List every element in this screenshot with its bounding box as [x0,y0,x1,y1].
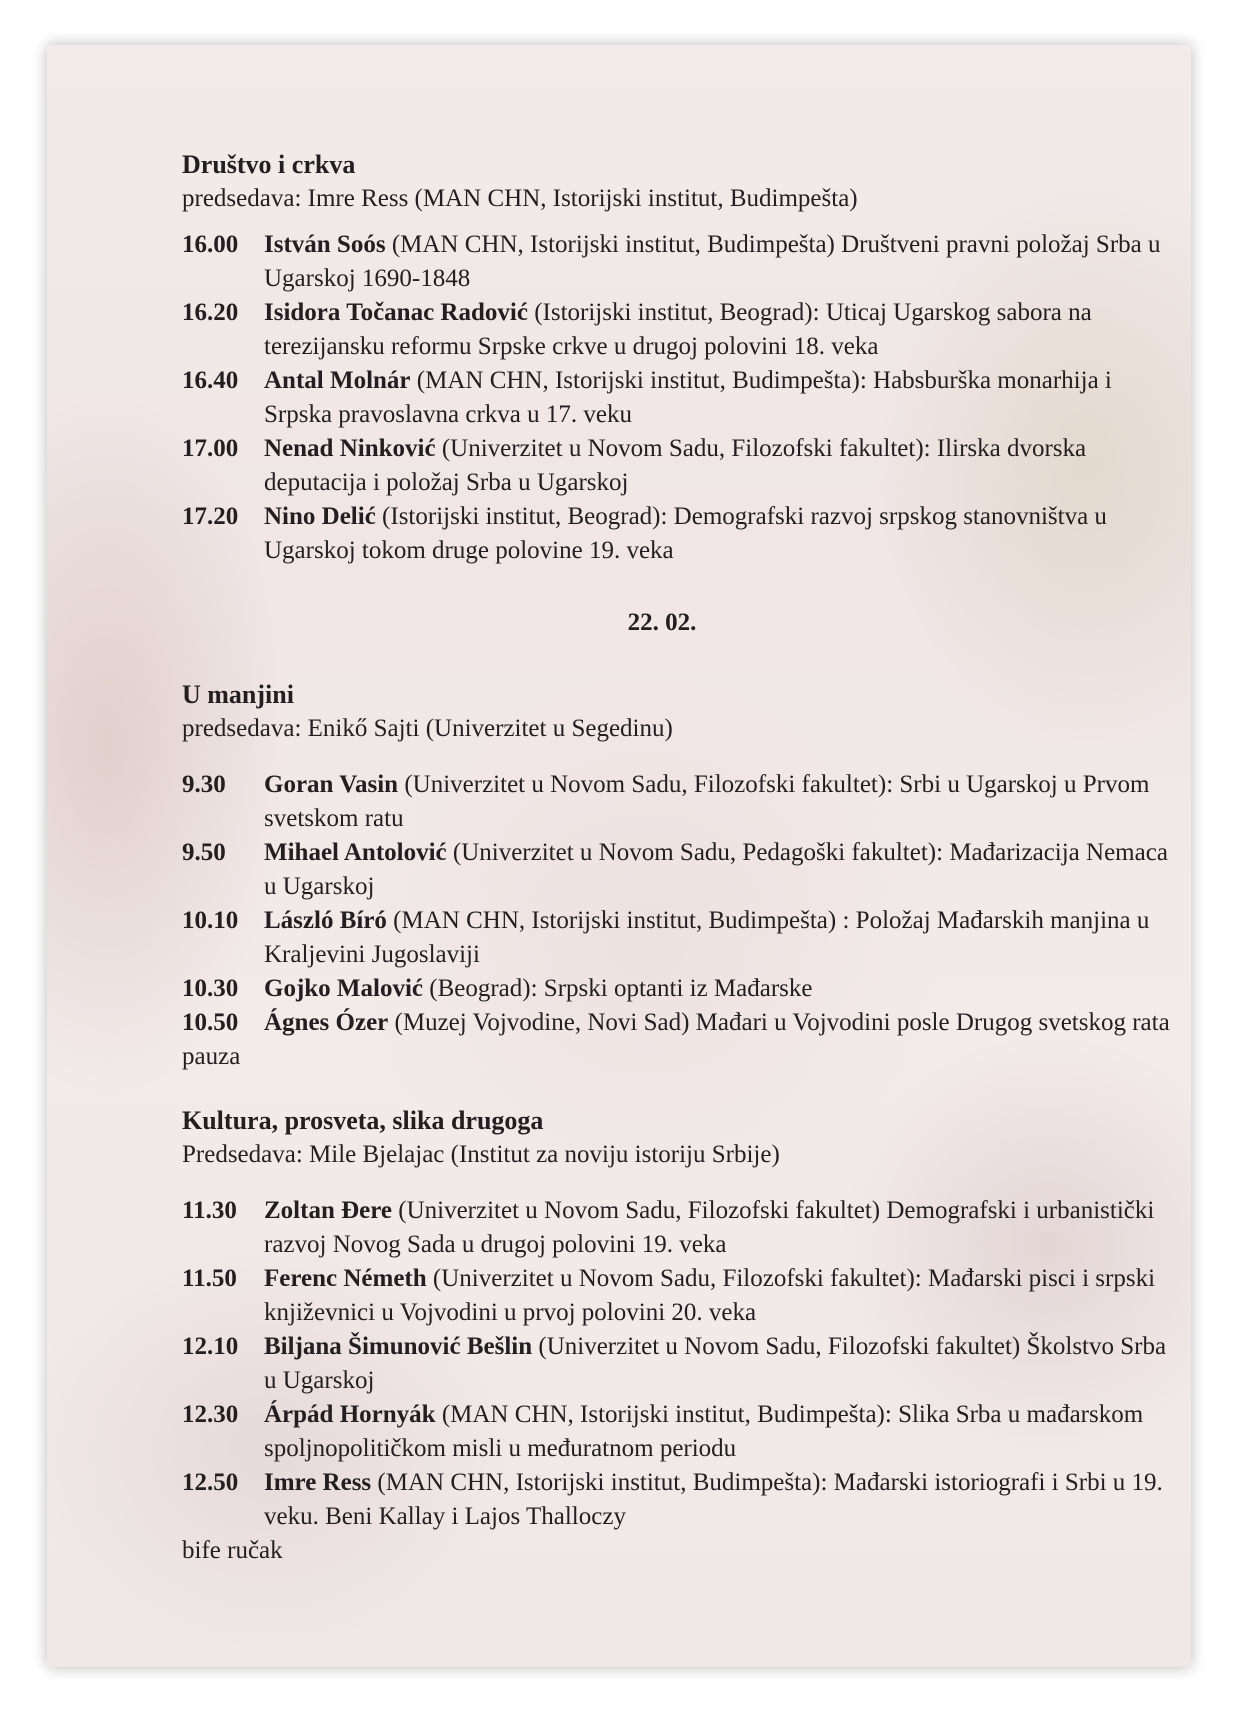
session-text [264,228,1172,296]
session-entry [182,500,1172,568]
talk-details: (MAN CHN, Istorijski institut, Budimpešta) : Položaj Mađarskih manjina u Kraljevini Jugoslaviji [264,907,1150,968]
talk-details: (Muzej Vojvodine, Novi Sad) Mađari u Vojvodini posle Drugog svetskog rata [388,1009,1170,1036]
talk-details: (MAN CHN, Istorijski institut, Budimpešta): Habsburška monarhija i Srpska pravoslavna crkva u 17. veku [264,367,1112,428]
section-chair: predsedava: Imre Ress (MAN CHN, Istorijski institut, Budimpešta) [182,185,858,212]
talk-details: (Univerzitet u Novom Sadu, Filozofski fakultet): Srbi u Ugarskoj u Prvom svetskom ratu [264,771,1150,832]
session-text [264,1006,1172,1040]
session-time: 16.40 [182,367,239,394]
talk-details: (MAN CHN, Istorijski institut, Budimpešta): Slika Srba u mađarskom spoljnopolitičkom misli u međuratnom periodu [264,1401,1144,1462]
session-time: 9.30 [182,771,226,798]
talk-details: (MAN CHN, Istorijski institut, Budimpešta) Društveni pravni položaj Srba u Ugarskoj 1690-1848 [264,231,1161,292]
section-chair: predsedava: Enikő Sajti (Univerzitet u Segedinu) [182,715,673,742]
session-text [264,972,1172,1006]
speaker-name: Árpád Hornyák [264,1401,436,1428]
session-text [264,1466,1172,1534]
session-text [264,364,1172,432]
session-entry [182,1398,1172,1466]
session-time: 12.50 [182,1469,239,1496]
speaker-name: Zoltan Đere [264,1197,392,1224]
talk-details: (Univerzitet u Novom Sadu, Filozofski fakultet) Školstvo Srba u Ugarskoj [264,1333,1167,1394]
session-entry [182,836,1172,904]
session-text [264,1330,1172,1398]
talk-details: (Univerzitet u Novom Sadu, Filozofski fakultet): Ilirska dvorska deputacija i položaj Srba u Ugarskoj [264,435,1087,496]
section-gap [182,1074,1172,1104]
day-date: 22. 02. [627,609,697,636]
speaker-name: Isidora Točanac Radović [264,299,528,326]
program-page [47,45,1191,1667]
session-entry [182,228,1172,296]
session-text [264,296,1172,364]
speaker-name: Nenad Ninković [264,435,436,462]
session-text [264,1194,1172,1262]
speaker-name: István Soós [264,231,386,258]
session-text [264,1262,1172,1330]
session-list [182,1194,1172,1534]
session-time: 10.30 [182,975,239,1002]
talk-details: (Univerzitet u Novom Sadu, Filozofski fakultet) Demografski i urbanistički razvoj Novog Sada u drugoj polovini 19. veka [264,1197,1155,1258]
session-entry [182,296,1172,364]
program-content [182,148,1172,1568]
session-list [182,768,1172,1040]
session-entry [182,768,1172,836]
speaker-name: Ágnes Ózer [264,1009,389,1036]
section-u-manjini [182,678,1172,1074]
session-entry [182,432,1172,500]
talk-details: (Beograd): Srpski optanti iz Mađarske [423,975,813,1002]
speaker-name: Mihael Antolović [264,839,447,866]
session-time: 10.10 [182,907,239,934]
session-entry [182,1262,1172,1330]
section-drustvo-i-crkva [182,148,1172,568]
section-title: Kultura, prosveta, slika drugoga [182,1106,544,1135]
speaker-name: László Bíró [264,907,387,934]
session-entry [182,1194,1172,1262]
session-text [264,1398,1172,1466]
lunch-note: bife ručak [182,1537,283,1564]
session-time: 12.30 [182,1401,239,1428]
speaker-name: Ferenc Németh [264,1265,427,1292]
session-time: 9.50 [182,839,226,866]
session-entry [182,904,1172,972]
session-text [264,500,1172,568]
talk-details: (Univerzitet u Novom Sadu, Pedagoški fakultet): Mađarizacija Nemaca u Ugarskoj [264,839,1168,900]
session-text [264,836,1172,904]
session-entry [182,1330,1172,1398]
session-text [264,904,1172,972]
session-entry [182,972,1172,1006]
section-title: U manjini [182,680,294,709]
session-time: 17.00 [182,435,239,462]
session-time: 10.50 [182,1009,239,1036]
speaker-name: Nino Delić [264,503,376,530]
session-entry [182,1466,1172,1534]
session-time: 16.00 [182,231,239,258]
talk-details: (Istorijski institut, Beograd): Demografski razvoj srpskog stanovništva u Ugarskoj tokom druge polovine 19. veka [264,503,1107,564]
speaker-name: Goran Vasin [264,771,399,798]
break-note: pauza [182,1043,241,1070]
session-text [264,768,1172,836]
session-time: 11.50 [182,1265,237,1292]
section-chair: Predsedava: Mile Bjelajac (Institut za noviju istoriju Srbije) [182,1141,780,1168]
session-list [182,228,1172,568]
section-kultura-prosveta [182,1104,1172,1568]
section-title: Društvo i crkva [182,150,356,179]
talk-details: (Univerzitet u Novom Sadu, Filozofski fakultet): Mađarski pisci i srpski književnici u Vojvodini u prvoj polovini 20. veka [264,1265,1156,1326]
speaker-name: Antal Molnár [264,367,411,394]
session-text [264,432,1172,500]
talk-details: (MAN CHN, Istorijski institut, Budimpešta): Mađarski istoriografi i Srbi u 19. veku. Beni Kallay i Lajos Thalloczy [264,1469,1163,1530]
session-time: 12.10 [182,1333,239,1360]
speaker-name: Imre Ress [264,1469,372,1496]
session-time: 11.30 [182,1197,237,1224]
speaker-name: Gojko Malović [264,975,424,1002]
session-time: 16.20 [182,299,239,326]
session-entry [182,1006,1172,1040]
talk-details: (Istorijski institut, Beograd): Uticaj Ugarskog sabora na terezijansku reformu Srpske crkve u drugoj polovini 18. veka [264,299,1092,360]
speaker-name: Biljana Šimunović Bešlin [264,1333,533,1360]
session-time: 17.20 [182,503,239,530]
session-entry [182,364,1172,432]
